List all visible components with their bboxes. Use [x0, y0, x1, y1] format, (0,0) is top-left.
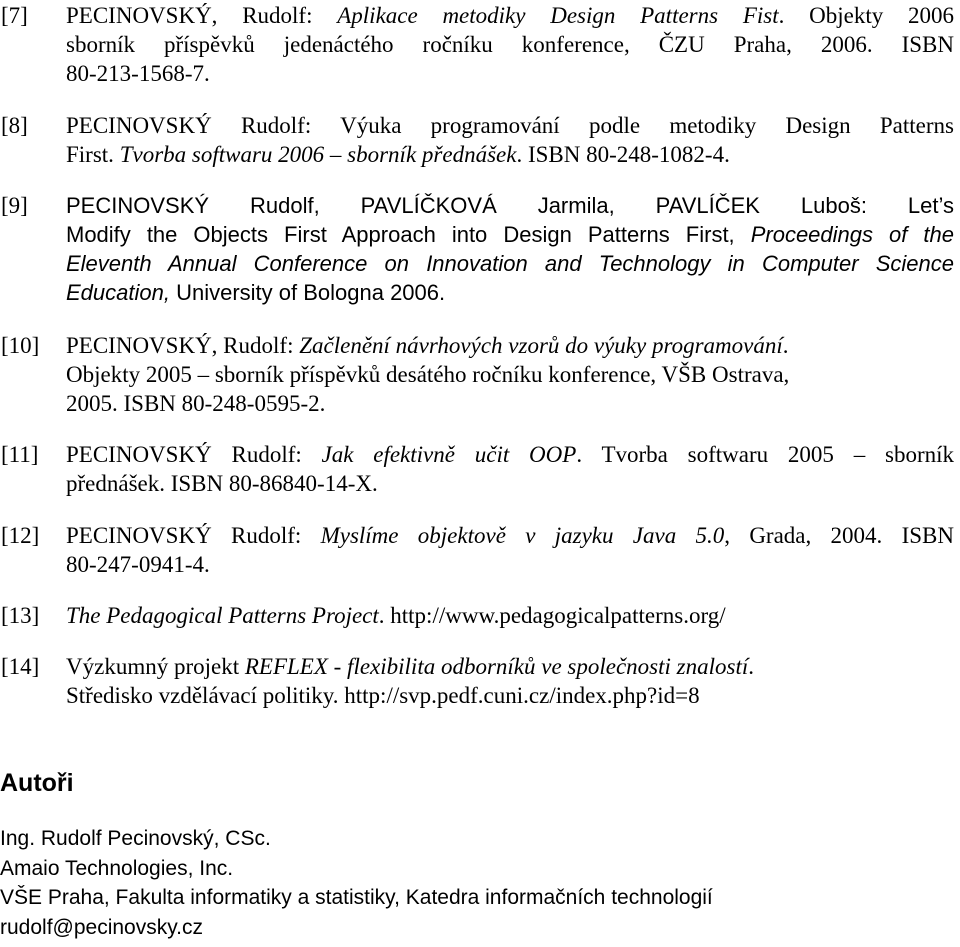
- author-info: [0, 824, 713, 942]
- reference-line: [66, 652, 956, 681]
- reference-line: [66, 389, 956, 418]
- reference-text-run: Středisko vzdělávací politiky. http://svp.pedf.cuni.cz/index.php?id=8: [66, 683, 700, 708]
- reference-title-italic: Jak efektivně učit OOP: [321, 442, 577, 467]
- reference-line: [66, 59, 956, 88]
- reference-title-italic: Eleventh Annual Conference on Innovation and Technology in Computer Science: [66, 251, 954, 276]
- reference-text-run: .: [748, 654, 754, 679]
- reference-title-italic: The Pedagogical Patterns Project: [66, 603, 379, 628]
- reference-title-italic: Tvorba softwaru 2006 – sborník přednášek: [119, 142, 517, 167]
- reference-text-run: . http://www.pedagogicalpatterns.org/: [378, 603, 726, 628]
- reference-line: [66, 111, 954, 140]
- author-affiliation: VŠE Praha, Fakulta informatiky a statistiky, Katedra informačních technologií: [0, 886, 713, 909]
- reference-text-run: Modify the Objects First Approach into Design Patterns First,: [66, 222, 751, 247]
- reference-text-run: 80-213-1568-7.: [66, 61, 210, 86]
- reference-title-italic: REFLEX - flexibilita odborníků ve společnosti znalostí: [244, 654, 749, 679]
- reference-text-run: 80-247-0941-4.: [66, 552, 210, 577]
- reference-text: [66, 652, 956, 710]
- reference-title-italic: Začlenění návrhových vzorů do výuky programování: [299, 333, 783, 358]
- reference-number: [12]: [1, 523, 40, 548]
- reference-text-run: Objekty 2005 – sborník příspěvků desátého ročníku konference, VŠB Ostrava,: [66, 362, 790, 387]
- reference-text-run: First.: [66, 142, 120, 167]
- reference-line: [66, 30, 954, 59]
- reference-line: [66, 440, 954, 469]
- reference-text-run: PECINOVSKÝ Rudolf: Výuka programování podle metodiky Design Patterns: [66, 113, 954, 138]
- reference-line: [66, 469, 956, 498]
- reference-text-run: PECINOVSKÝ, Rudolf:: [66, 333, 300, 358]
- reference-text: [66, 1, 956, 88]
- reference-text-run: přednášek. ISBN 80-86840-14-X.: [66, 471, 378, 496]
- reference-line: [66, 360, 956, 389]
- reference-text-run: PECINOVSKÝ, Rudolf:: [66, 3, 338, 28]
- reference-line: [66, 550, 956, 579]
- reference-line: [66, 1, 954, 30]
- author-email: rudolf@pecinovsky.cz: [0, 915, 204, 939]
- reference-text: [66, 440, 956, 498]
- reference-text-run: PECINOVSKÝ Rudolf:: [66, 442, 322, 467]
- reference-text-run: PECINOVSKÝ Rudolf, PAVLÍČKOVÁ Jarmila, PAVLÍČEK Luboš: Let’s: [66, 193, 954, 218]
- reference-title-italic: Proceedings of the: [750, 222, 954, 247]
- reference-line: [66, 601, 956, 630]
- reference-number: [7]: [1, 3, 28, 28]
- reference-text: [66, 601, 956, 630]
- reference-text-run: , Grada, 2004. ISBN: [724, 523, 955, 548]
- reference-line: [66, 220, 954, 249]
- reference-text: [66, 331, 956, 418]
- reference-line: [66, 191, 954, 220]
- reference-number: [9]: [1, 193, 28, 218]
- reference-text-run: . Objekty 2006: [778, 3, 954, 28]
- reference-line: [66, 331, 956, 360]
- reference-text-run: 2005. ISBN 80-248-0595-2.: [66, 391, 326, 416]
- reference-text-run: .: [782, 333, 789, 358]
- author-name: Ing. Rudolf Pecinovský, CSc.: [0, 827, 271, 850]
- reference-text-run: University of Bologna 2006.: [169, 280, 446, 305]
- reference-line: [66, 278, 956, 307]
- reference-title-italic: Myslíme objektově v jazyku Java 5.0: [320, 523, 725, 548]
- author-company: Amaio Technologies, Inc.: [0, 856, 234, 880]
- reference-text: [66, 521, 956, 579]
- reference-text: [66, 191, 956, 307]
- reference-number: [14]: [1, 654, 40, 679]
- reference-text-run: Výzkumný projekt: [66, 654, 245, 679]
- reference-title-italic: Aplikace metodiky Design Patterns Fist: [337, 3, 779, 28]
- reference-text-run: . Tvorba softwaru 2005 – sborník: [576, 442, 954, 467]
- reference-text-run: PECINOVSKÝ Rudolf:: [66, 523, 321, 548]
- authors-heading: Autoři: [0, 769, 74, 797]
- reference-number: [13]: [1, 603, 40, 628]
- reference-number: [10]: [1, 333, 40, 358]
- reference-title-italic: Education,: [66, 280, 170, 305]
- reference-number: [11]: [1, 442, 39, 467]
- reference-line: [66, 521, 954, 550]
- reference-line: [66, 140, 956, 169]
- reference-line: [66, 681, 956, 710]
- reference-number: [8]: [1, 113, 28, 138]
- reference-text-run: sborník příspěvků jedenáctého ročníku konference, ČZU Praha, 2006. ISBN: [66, 32, 954, 57]
- reference-line: [66, 249, 954, 278]
- reference-text: [66, 111, 956, 169]
- reference-text-run: . ISBN 80-248-1082-4.: [516, 142, 730, 167]
